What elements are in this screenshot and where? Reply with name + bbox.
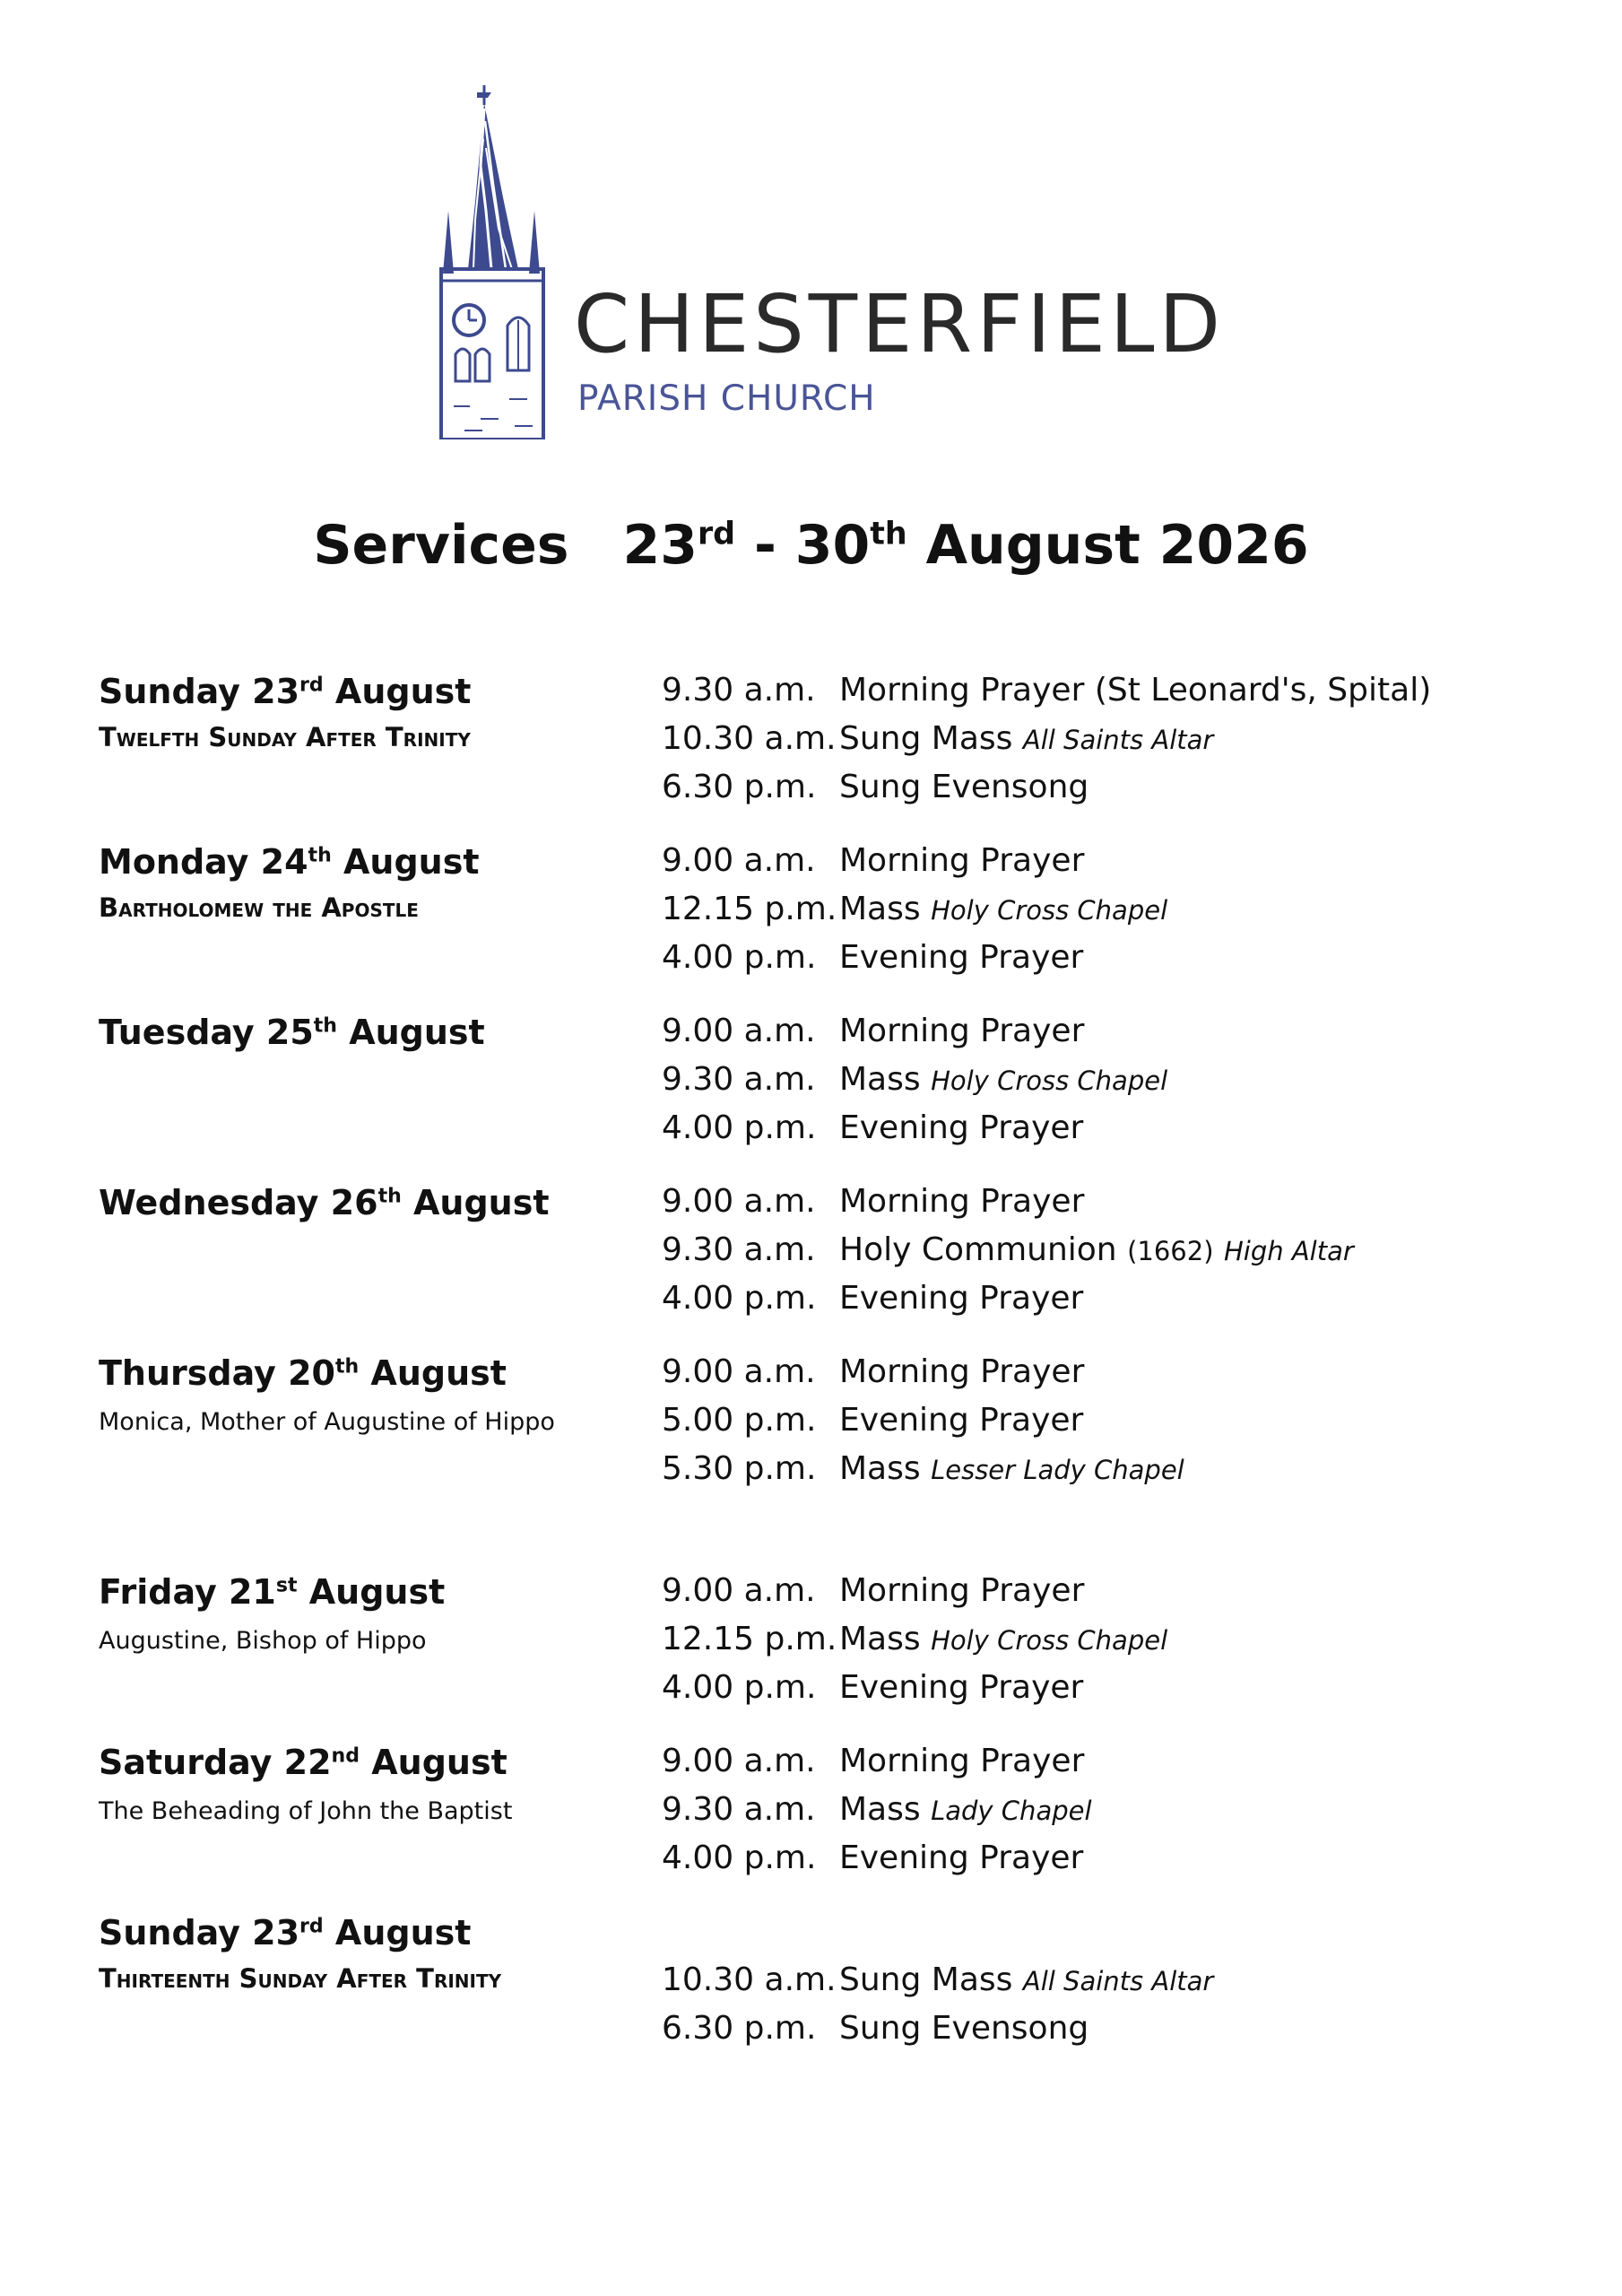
service-name: Sung Evensong xyxy=(839,769,1089,805)
service-location: High Altar xyxy=(1223,1236,1354,1266)
day-observance: Twelfth Sunday After Trinity xyxy=(99,722,471,752)
service-time: 9.00 a.m. xyxy=(662,1183,816,1220)
service-row xyxy=(662,674,1431,707)
day-date-suffix: th xyxy=(313,1014,337,1038)
day-date: 26 xyxy=(330,1183,378,1222)
day-heading xyxy=(99,1013,485,1052)
day-heading xyxy=(99,1183,550,1222)
day-observance: Bartholomew the Apostle xyxy=(99,892,419,923)
service-name: Morning Prayer xyxy=(839,842,1085,879)
day-weekday: Sunday xyxy=(99,672,240,711)
day-heading xyxy=(99,842,480,882)
service-time: 9.00 a.m. xyxy=(662,842,816,879)
service-location: Holy Cross Chapel xyxy=(931,1625,1168,1656)
service-row xyxy=(662,1572,1085,1609)
service-time: 12.15 p.m. xyxy=(662,1621,837,1657)
service-time: 10.30 a.m. xyxy=(662,720,837,757)
service-time: 12.15 p.m. xyxy=(662,891,837,927)
service-name: Evening Prayer xyxy=(839,1839,1084,1876)
service-name: Sung Mass xyxy=(839,1961,1013,1998)
service-row xyxy=(662,2010,1089,2047)
day-date-suffix: rd xyxy=(299,1915,324,1938)
service-name: Mass xyxy=(839,1061,921,1098)
service-name: Mass xyxy=(839,891,921,927)
title-start-day: 23 xyxy=(622,514,698,577)
service-name: Evening Prayer xyxy=(839,1669,1084,1706)
church-logo xyxy=(429,85,1226,444)
title-separator: - xyxy=(753,514,776,577)
service-time: 9.00 a.m. xyxy=(662,1572,816,1609)
service-time: 9.00 a.m. xyxy=(662,1353,816,1390)
service-time: 9.30 a.m. xyxy=(662,1061,816,1098)
service-row xyxy=(662,1961,1214,1998)
service-location: All Saints Altar xyxy=(1022,725,1214,755)
service-row xyxy=(662,893,1167,926)
day-month: August xyxy=(334,672,472,711)
day-weekday: Sunday xyxy=(99,1913,240,1952)
day-observance: Augustine, Bishop of Hippo xyxy=(99,1627,427,1655)
day-month: August xyxy=(349,1013,485,1052)
day-date: 20 xyxy=(288,1353,335,1393)
service-row xyxy=(662,1353,1085,1390)
day-date-suffix: st xyxy=(275,1574,298,1597)
day-weekday: Monday xyxy=(99,842,249,882)
service-time: 4.00 p.m. xyxy=(662,1669,817,1706)
church-name: CHESTERFIELD xyxy=(574,277,1226,370)
service-row xyxy=(662,1015,1084,1048)
service-row xyxy=(662,1231,1354,1268)
service-time: 9.00 a.m. xyxy=(662,1743,816,1779)
day-date: 23 xyxy=(252,1913,300,1952)
service-row xyxy=(662,842,1085,879)
day-weekday: Wednesday xyxy=(99,1183,319,1222)
service-time: 9.30 a.m. xyxy=(662,1231,816,1268)
service-row xyxy=(662,939,1084,976)
church-subtitle: PARISH CHURCH xyxy=(577,378,876,419)
service-location: Holy Cross Chapel xyxy=(931,895,1168,926)
service-name: Mass xyxy=(839,1791,921,1828)
service-name: Holy Communion xyxy=(839,1231,1117,1268)
service-time: 5.00 p.m. xyxy=(662,1402,817,1439)
service-location: Holy Cross Chapel xyxy=(931,1065,1168,1096)
day-month: August xyxy=(343,842,480,882)
day-weekday: Friday xyxy=(99,1572,217,1612)
day-weekday: Saturday xyxy=(99,1743,273,1782)
service-name: Morning Prayer xyxy=(839,1183,1085,1220)
service-time: 5.30 p.m. xyxy=(662,1450,817,1487)
service-row xyxy=(662,720,1214,757)
day-date: 25 xyxy=(265,1013,314,1052)
service-row xyxy=(662,1280,1084,1317)
day-date: 22 xyxy=(283,1743,332,1782)
service-location: Lesser Lady Chapel xyxy=(931,1455,1184,1485)
crooked-spire-icon xyxy=(429,85,554,439)
day-month: August xyxy=(370,1353,507,1393)
day-date: 23 xyxy=(252,672,300,711)
day-date-suffix: th xyxy=(308,844,332,867)
service-time: 9.30 a.m. xyxy=(662,1791,816,1828)
service-name: Evening Prayer xyxy=(839,1109,1084,1146)
service-time: 10.30 a.m. xyxy=(662,1961,837,1998)
service-row xyxy=(662,1061,1168,1098)
title-start-suffix: rd xyxy=(698,516,736,552)
service-name: Morning Prayer xyxy=(839,1353,1085,1390)
service-name: Mass xyxy=(839,1450,921,1487)
day-date-suffix: nd xyxy=(331,1744,360,1768)
day-weekday: Thursday xyxy=(99,1353,276,1393)
service-time: 4.00 p.m. xyxy=(662,939,817,976)
day-month: August xyxy=(334,1913,472,1952)
service-row xyxy=(662,771,1089,804)
service-time: 4.00 p.m. xyxy=(662,1109,817,1146)
day-date: 24 xyxy=(260,842,308,882)
service-time: 4.00 p.m. xyxy=(662,1280,817,1317)
day-heading xyxy=(99,1743,507,1782)
service-name: Evening Prayer xyxy=(839,1402,1084,1439)
service-name: Mass xyxy=(839,1621,921,1657)
day-heading xyxy=(99,674,471,709)
service-time: 9.30 a.m. xyxy=(662,672,816,709)
service-row xyxy=(662,1839,1084,1876)
service-time: 4.00 p.m. xyxy=(662,1839,817,1876)
day-observance: Monica, Mother of Augustine of Hippo xyxy=(99,1408,555,1436)
service-row xyxy=(662,1745,1084,1778)
service-row xyxy=(662,1623,1167,1656)
service-row xyxy=(662,1669,1084,1706)
day-heading xyxy=(99,1913,472,1952)
service-name: Morning Prayer xyxy=(839,1743,1085,1779)
service-name: Morning Prayer (St Leonard's, Spital) xyxy=(839,672,1432,709)
page-title xyxy=(0,513,1622,578)
day-observance: The Beheading of John the Baptist xyxy=(99,1797,513,1825)
title-word: Services xyxy=(313,514,569,577)
service-name: Morning Prayer xyxy=(839,1013,1085,1049)
day-date-suffix: th xyxy=(334,1355,360,1378)
day-month: August xyxy=(308,1572,446,1612)
service-name: Evening Prayer xyxy=(839,939,1084,976)
service-row xyxy=(662,1791,1092,1828)
title-end-suffix: th xyxy=(870,516,907,552)
service-row xyxy=(662,1183,1085,1220)
service-name: Morning Prayer xyxy=(839,1572,1085,1609)
title-end-day: 30 xyxy=(794,514,871,577)
day-heading xyxy=(99,1572,446,1612)
service-row xyxy=(662,1109,1084,1146)
day-heading xyxy=(99,1353,507,1393)
day-month: August xyxy=(371,1743,507,1782)
service-time: 6.30 p.m. xyxy=(662,2010,817,2047)
service-name: Sung Evensong xyxy=(839,2010,1089,2047)
service-name: Evening Prayer xyxy=(839,1280,1084,1317)
service-location: Lady Chapel xyxy=(931,1796,1092,1826)
day-weekday: Tuesday xyxy=(99,1013,255,1052)
service-time: 9.00 a.m. xyxy=(662,1013,816,1049)
service-row xyxy=(662,1402,1084,1439)
service-row xyxy=(662,1450,1184,1487)
service-location: All Saints Altar xyxy=(1022,1966,1214,1996)
day-date-suffix: rd xyxy=(299,674,324,697)
service-year: (1662) xyxy=(1127,1236,1214,1266)
day-observance: Thirteenth Sunday After Trinity xyxy=(99,1963,502,1994)
service-time: 6.30 p.m. xyxy=(662,769,817,805)
service-name: Sung Mass xyxy=(839,720,1013,757)
day-date: 21 xyxy=(228,1572,276,1612)
day-month: August xyxy=(413,1183,550,1222)
title-month-year: August 2026 xyxy=(925,514,1309,577)
day-date-suffix: th xyxy=(377,1185,402,1208)
